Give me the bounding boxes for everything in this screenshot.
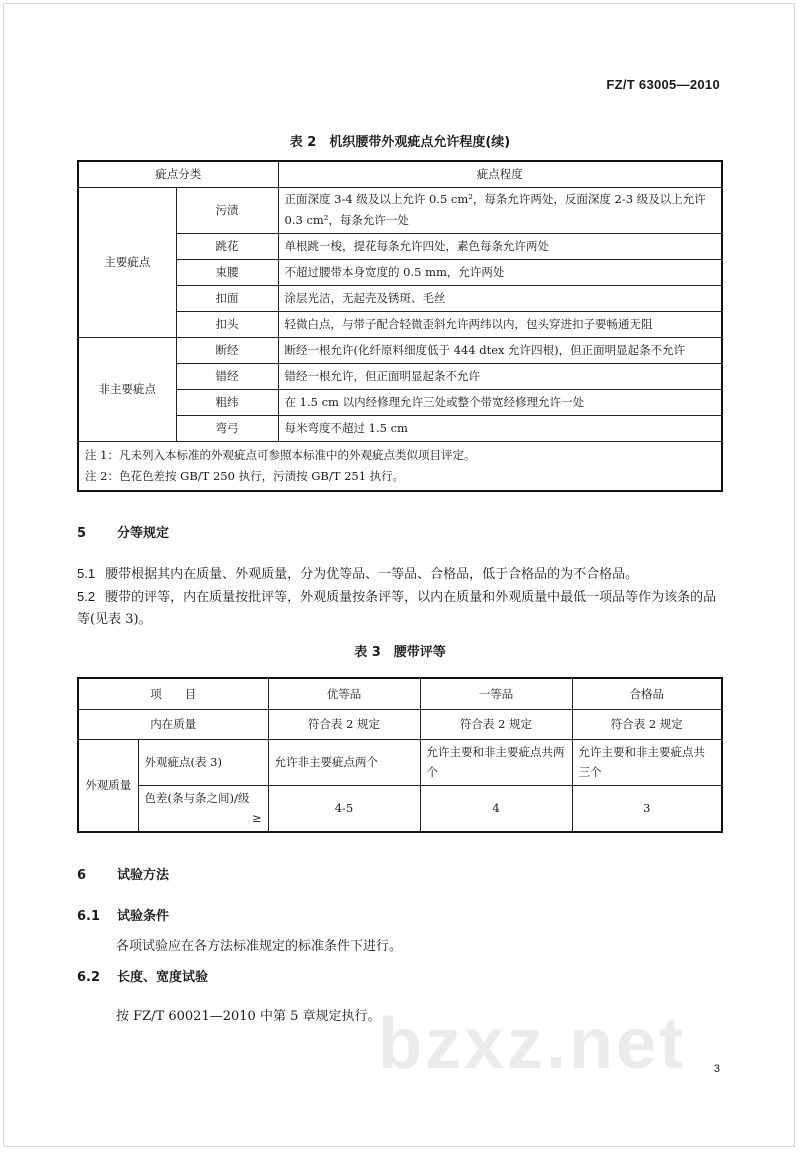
clause-number: 6.2 [77,970,101,985]
appearance-defects-value: 允许主要和非主要疵点共三个 [572,739,722,785]
table2 [77,160,723,492]
table2-header-degree: 疵点程度 [278,161,722,187]
watermark: bzxz.net [378,1004,687,1084]
defect-desc: 断经一根允许(化纤原料细度低于 444 dtex 允许四根)，但正面明显起条不允许 [278,337,722,363]
table3-header-item: 项 目 [78,678,268,709]
table2-header-row [78,161,722,187]
table2-title: 表 2 机织腰带外观疵点允许程度(续) [289,135,511,150]
section6-title: 试验方法 [117,868,170,883]
clause-5-2 [77,586,723,631]
section5-heading [77,522,169,541]
defect-desc: 正面深度 3-4 级及以上允许 0.5 cm²，每条允许两处，反面深度 2-3 级及以上允许 0.3 cm²，每条允许一处 [278,187,722,233]
table3-header-first: 一等品 [420,678,572,709]
defect-name: 束腰 [176,259,278,285]
table3-header-row [78,678,722,709]
clause-6-1-text: 各项试验应在各方法标准规定的标准条件下进行。 [116,939,403,954]
gte-symbol: ≥ [251,811,262,826]
inner-quality-value: 符合表 2 规定 [572,709,722,739]
defect-desc: 错经一根允许，但正面明显起条不允许 [278,363,722,389]
table-row [78,785,722,832]
defect-name: 弯弓 [176,415,278,441]
defect-desc: 单根跳一梭，提花每条允许四处，素色每条允许两处 [278,233,722,259]
clause-text: 腰带根据其内在质量、外观质量，分为优等品、一等品、合格品，低于合格品的为不合格品。 [105,567,639,582]
table3-header-qualified: 合格品 [572,678,722,709]
defect-name: 粗纬 [176,389,278,415]
clause-number: 6.1 [77,909,101,924]
clause-title: 试验条件 [117,909,170,924]
table3 [77,677,723,833]
clause-number: 5.1 [77,566,96,581]
table2-note-2: 注 2：色花色差按 GB/T 250 执行，污渍按 GB/T 251 执行。 [85,468,405,483]
defect-desc: 轻微白点，与带子配合轻微歪斜允许两纬以内，包头穿进扣子要畅通无阻 [278,311,722,337]
clause-number: 5.2 [77,589,96,604]
color-diff-value: 3 [572,785,722,832]
table-row [78,739,722,785]
defect-name: 扣头 [176,311,278,337]
defect-name: 扣面 [176,285,278,311]
color-diff-value: 4 [420,785,572,832]
defect-name: 断经 [176,337,278,363]
page-number: 3 [713,1063,720,1075]
table2-notes-row [78,441,722,491]
standard-code: FZ/T 63005—2010 [606,77,720,92]
clause-title: 长度、宽度试验 [117,970,209,985]
clause-6-1-heading [77,905,169,924]
defect-name: 污渍 [176,187,278,233]
color-diff-value: 4-5 [268,785,420,832]
table2-note-1: 注 1：凡未列入本标准的外观疵点可参照本标准中的外观疵点类似项目评定。 [85,447,476,462]
table-row [78,337,722,363]
defect-desc: 每米弯度不超过 1.5 cm [278,415,722,441]
inner-quality-value: 符合表 2 规定 [268,709,420,739]
table2-notes [78,441,722,491]
inner-quality-value: 符合表 2 规定 [420,709,572,739]
appearance-defects-value: 允许主要和非主要疵点共两个 [420,739,572,785]
inner-quality-label: 内在质量 [78,709,268,739]
table-row [78,187,722,233]
clause-6-2-text: 按 FZ/T 60021—2010 中第 5 章规定执行。 [116,1009,381,1024]
appearance-quality-label: 外观质量 [78,739,138,832]
defect-name: 跳花 [176,233,278,259]
clause-5-1 [77,563,723,586]
defect-desc: 在 1.5 cm 以内经修理允许三处或整个带宽经修理允许一处 [278,389,722,415]
clause-6-2-heading [77,966,208,985]
table3-title: 表 3 腰带评等 [354,645,446,660]
appearance-defects-value: 允许非主要疵点两个 [268,739,420,785]
table3-header-premium: 优等品 [268,678,420,709]
section6-heading [77,864,169,883]
section6-number: 6 [77,868,87,883]
color-diff-label: 色差(条与条之间)/级 [144,791,250,806]
table-row [78,709,722,739]
defect-name: 错经 [176,363,278,389]
section5-number: 5 [77,526,87,541]
appearance-defects-label: 外观疵点(表 3) [138,739,268,785]
defect-desc: 不超过腰带本身宽度的 0.5 mm，允许两处 [278,259,722,285]
color-diff-cell [138,785,268,832]
table2-group-major: 主要疵点 [78,187,176,337]
clause-text: 腰带的评等，内在质量按批评等，外观质量按条评等，以内在质量和外观质量中最低一项品等作为该条的品等(见表 3)。 [77,590,717,627]
defect-desc: 涂层光洁，无起壳及锈斑、毛丝 [278,285,722,311]
section5-title: 分等规定 [117,526,170,541]
table2-header-category: 疵点分类 [78,161,278,187]
table2-group-minor: 非主要疵点 [78,337,176,441]
